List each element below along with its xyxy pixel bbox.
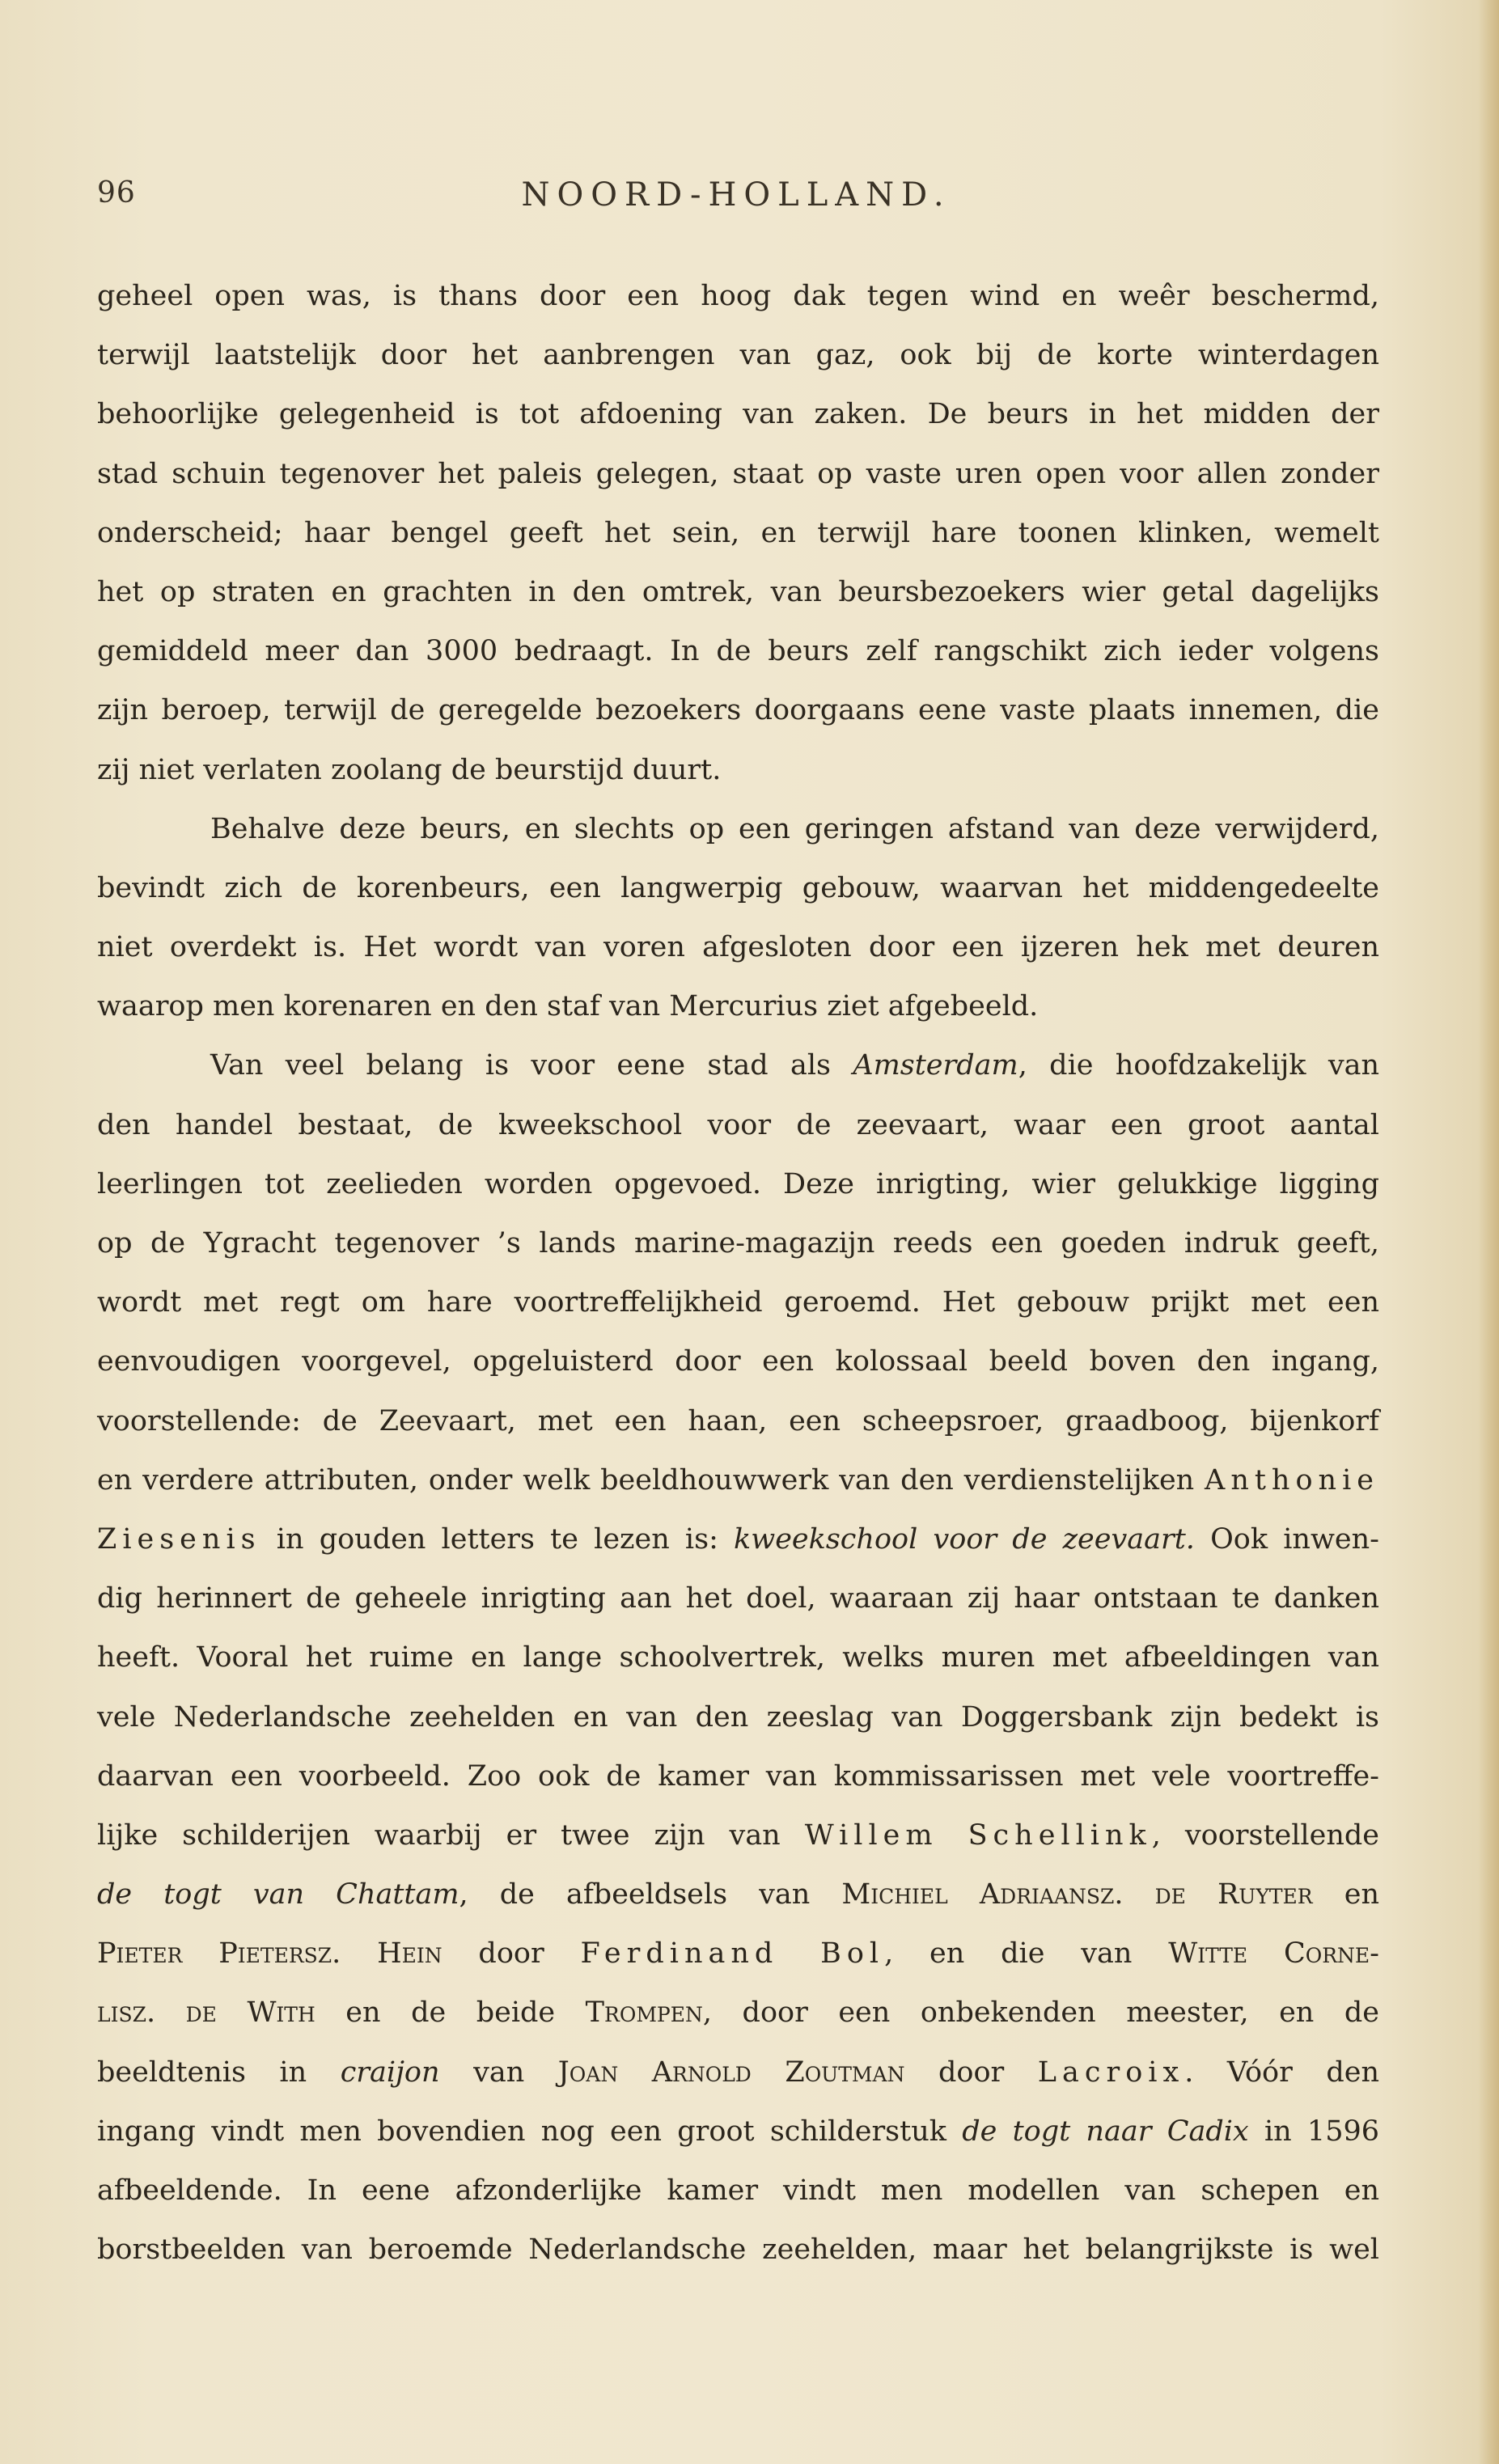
text-line: eenvoudigen voorgevel, opgeluisterd door een kolossaal beeld boven den ingang, bbox=[97, 1345, 1379, 1378]
text-line bbox=[97, 1983, 1379, 2043]
text-line bbox=[97, 1510, 1379, 1569]
person-name: lisz. de With bbox=[97, 1996, 315, 2030]
text-run: Ook inwen- bbox=[1194, 1522, 1379, 1556]
text-line: stad schuin tegenover het paleis gelegen, staat op vaste uren open voor allen zonder bbox=[97, 457, 1379, 490]
text-line: wordt met regt om hare voortreffelijkheid geroemd. Het gebouw prijkt met een bbox=[97, 1286, 1379, 1319]
text-line: Behalve deze beurs, en slechts op een geringen afstand van deze verwijderd, bbox=[210, 812, 1379, 845]
painting-title: de togt van Chattam bbox=[97, 1878, 459, 1912]
artist-name: Willem Schellink bbox=[804, 1818, 1152, 1852]
artist-name: Lacroix bbox=[1037, 2055, 1185, 2089]
text-line bbox=[97, 1865, 1379, 1924]
running-head bbox=[97, 176, 1375, 225]
text-run: in gouden letters te lezen is: bbox=[260, 1522, 735, 1556]
text-line: voorstellende: de Zeevaart, met een haan, een scheepsroer, graadboog, bijenkorf bbox=[97, 1404, 1379, 1437]
text-line: heeft. Vooral het ruime en lange schoolvertrek, welks muren met afbeeldingen van bbox=[97, 1641, 1379, 1674]
text-run: Van veel belang is voor eene stad als bbox=[210, 1049, 853, 1082]
text-line: op de Ygracht tegenover ’s lands marine-magazijn reeds een goeden indruk geeft, bbox=[97, 1227, 1379, 1260]
text-line: leerlingen tot zeelieden worden opgevoed. Deze inrigting, wier gelukkige ligging bbox=[97, 1167, 1379, 1200]
text-line bbox=[97, 1451, 1379, 1510]
text-run: van bbox=[439, 2055, 558, 2089]
text-line: dig herinnert de geheele inrigting aan het doel, waaraan zij haar ontstaan te danken bbox=[97, 1582, 1379, 1615]
text-line bbox=[97, 2102, 1379, 2161]
text-line bbox=[97, 1806, 1379, 1865]
text-run: door bbox=[442, 1937, 581, 1971]
text-line: onderscheid; haar bengel geeft het sein, en terwijl hare toonen klinken, wemelt bbox=[97, 516, 1379, 549]
text-line bbox=[97, 2043, 1379, 2102]
painting-title: de togt naar Cadix bbox=[962, 2115, 1249, 2148]
place-name-amsterdam: Amsterdam bbox=[853, 1049, 1018, 1082]
text-run: ingang vindt men bovendien nog een groot schilderstuk bbox=[97, 2115, 963, 2148]
text-run: . Vóór den bbox=[1184, 2055, 1380, 2089]
text-run: , door een onbekenden meester, en de bbox=[702, 1996, 1379, 2030]
text-run: door bbox=[904, 2055, 1038, 2089]
text-line: gemiddeld meer dan 3000 bedraagt. In de beurs zelf rangschikt zich ieder volgens bbox=[97, 635, 1379, 668]
inscription-text: kweekschool voor de zeevaart. bbox=[734, 1522, 1195, 1556]
page-edge-shadow bbox=[1478, 0, 1499, 2464]
text-line: den handel bestaat, de kweekschool voor de zeevaart, waar een groot aantal bbox=[97, 1108, 1379, 1141]
text-line: waarop men korenaren en den staf van Mercurius ziet afgebeeld. bbox=[97, 990, 1039, 1023]
person-name: Joan Arnold Zoutman bbox=[557, 2055, 905, 2089]
medium-term: craijon bbox=[340, 2055, 440, 2089]
text-line: terwijl laatstelijk door het aanbrengen van gaz, ook bij de korte winterdagen bbox=[97, 339, 1379, 372]
text-run: , en die van bbox=[884, 1937, 1169, 1971]
text-run: , voorstellende bbox=[1151, 1818, 1379, 1852]
text-line: geheel open was, is thans door een hoog dak tegen wind en weêr beschermd, bbox=[97, 280, 1379, 312]
person-name: Witte Corne- bbox=[1168, 1937, 1380, 1971]
text-line bbox=[97, 1036, 1379, 1095]
text-run: en verdere attributen, onder welk beeldhouwwerk van den verdienstelijken bbox=[97, 1463, 1205, 1497]
text-line: zijn beroep, terwijl de geregelde bezoekers doorgaans eene vaste plaats innemen, die bbox=[97, 694, 1379, 727]
text-line: vele Nederlandsche zeehelden en van den zeeslag van Doggersbank zijn bedekt is bbox=[97, 1700, 1379, 1734]
text-run: lijke schilderijen waarbij er twee zijn van bbox=[97, 1818, 805, 1852]
text-run: en de beide bbox=[315, 1996, 586, 2030]
text-line: behoorlijke gelegenheid is tot afdoening van zaken. De beurs in het midden der bbox=[97, 398, 1379, 431]
text-run: en bbox=[1312, 1878, 1379, 1912]
text-line bbox=[97, 1924, 1379, 1983]
text-line: het op straten en grachten in den omtrek, van beursbezoekers wier getal dagelijks bbox=[97, 575, 1379, 608]
artist-name: Ferdinand Bol bbox=[580, 1937, 885, 1971]
text-line: afbeeldende. In eene afzonderlijke kamer vindt men modellen van schepen en bbox=[97, 2174, 1379, 2207]
page-title: NOORD-HOLLAND. bbox=[521, 176, 951, 214]
person-name: Pieter Pietersz. Hein bbox=[97, 1937, 443, 1971]
body-text bbox=[97, 267, 1379, 2280]
person-name: Trompen bbox=[585, 1996, 703, 2030]
artist-name: Ziesenis bbox=[97, 1522, 261, 1556]
text-line: borstbeelden van beroemde Nederlandsche zeehelden, maar het belangrijkste is wel bbox=[97, 2233, 1379, 2267]
text-line: niet overdekt is. Het wordt van voren afgesloten door een ijzeren hek met deuren bbox=[97, 931, 1379, 964]
text-run: beeldtenis in bbox=[97, 2055, 341, 2089]
person-name: Michiel Adriaansz. de Ruyter bbox=[841, 1878, 1313, 1912]
page-number: 96 bbox=[97, 176, 136, 210]
text-line: zij niet verlaten zoolang de beurstijd duurt. bbox=[97, 753, 722, 786]
artist-name: Anthonie bbox=[1205, 1463, 1379, 1497]
text-run: in 1596 bbox=[1248, 2115, 1380, 2148]
text-run: , de afbeeldsels van bbox=[459, 1878, 842, 1912]
text-line: bevindt zich de korenbeurs, een langwerpig gebouw, waarvan het middengedeelte bbox=[97, 871, 1379, 904]
text-run: , die hoofdzakelijk van bbox=[1018, 1049, 1380, 1082]
text-line: daarvan een voorbeeld. Zoo ook de kamer van kommissarissen met vele voortreffe- bbox=[97, 1759, 1379, 1793]
